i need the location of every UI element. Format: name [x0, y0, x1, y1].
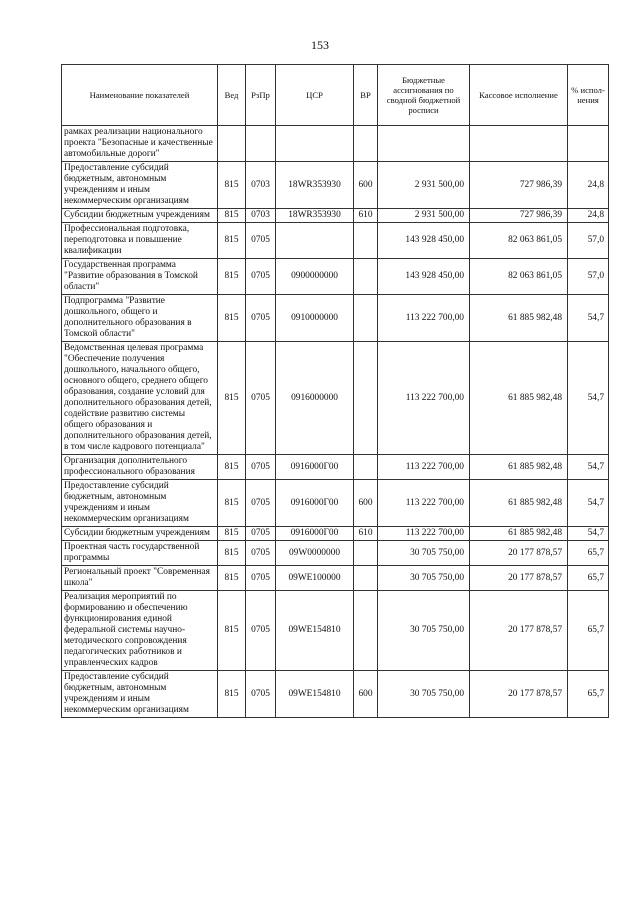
cell-vr — [354, 259, 378, 295]
cell-budget: 2 931 500,00 — [378, 162, 470, 209]
cell-pct: 54,7 — [568, 480, 609, 527]
cell-csr: 09WE154810 — [276, 671, 354, 718]
cell-vr: 600 — [354, 671, 378, 718]
cell-rzpr: 0703 — [246, 162, 276, 209]
cell-pct: 54,7 — [568, 455, 609, 480]
cell-vr — [354, 295, 378, 342]
cell-rzpr: 0703 — [246, 209, 276, 223]
cell-budget: 30 705 750,00 — [378, 566, 470, 591]
cell-vr — [354, 455, 378, 480]
table-row — [62, 209, 609, 223]
cell-vr — [354, 342, 378, 455]
header-csr: ЦСР — [276, 65, 354, 126]
header-ved: Вед — [218, 65, 246, 126]
cell-name: Предоставление субсидий бюджетным, автономным учреждениям и иным некоммерческим организациям — [62, 162, 218, 209]
cell-rzpr: 0705 — [246, 223, 276, 259]
cell-rzpr: 0705 — [246, 527, 276, 541]
cell-ved: 815 — [218, 541, 246, 566]
cell-vr: 610 — [354, 209, 378, 223]
cell-pct: 65,7 — [568, 671, 609, 718]
cell-cash: 61 885 982,48 — [470, 455, 568, 480]
cell-budget: 113 222 700,00 — [378, 295, 470, 342]
cell-name: Предоставление субсидий бюджетным, автономным учреждениям и иным некоммерческим организациям — [62, 480, 218, 527]
cell-cash — [470, 126, 568, 162]
table-header-row — [62, 65, 609, 126]
cell-rzpr: 0705 — [246, 259, 276, 295]
cell-ved: 815 — [218, 480, 246, 527]
cell-csr: 18WR353930 — [276, 162, 354, 209]
cell-rzpr: 0705 — [246, 295, 276, 342]
header-name: Наименование показателей — [62, 65, 218, 126]
cell-pct: 24,8 — [568, 209, 609, 223]
cell-ved: 815 — [218, 455, 246, 480]
cell-rzpr: 0705 — [246, 671, 276, 718]
cell-rzpr — [246, 126, 276, 162]
cell-cash: 727 986,39 — [470, 209, 568, 223]
cell-budget — [378, 126, 470, 162]
page-number: 153 — [311, 38, 329, 52]
cell-pct: 54,7 — [568, 527, 609, 541]
table-row — [62, 541, 609, 566]
cell-rzpr: 0705 — [246, 566, 276, 591]
table-row — [62, 480, 609, 527]
cell-budget: 2 931 500,00 — [378, 209, 470, 223]
cell-name: Реализация мероприятий по формированию и обеспечению функционирования единой федеральной системы научно-методического сопровождения педагогических работников и управленческих кадров — [62, 591, 218, 671]
cell-vr: 610 — [354, 527, 378, 541]
cell-csr — [276, 126, 354, 162]
table-row — [62, 295, 609, 342]
cell-budget: 113 222 700,00 — [378, 342, 470, 455]
table-body — [62, 126, 609, 718]
cell-pct: 54,7 — [568, 342, 609, 455]
cell-vr — [354, 566, 378, 591]
cell-name: Государственная программа "Развитие образования в Томской области" — [62, 259, 218, 295]
cell-ved: 815 — [218, 591, 246, 671]
table-row — [62, 342, 609, 455]
cell-name: Региональный проект "Современная школа" — [62, 566, 218, 591]
table-row — [62, 455, 609, 480]
cell-vr: 600 — [354, 162, 378, 209]
cell-ved: 815 — [218, 223, 246, 259]
cell-ved: 815 — [218, 162, 246, 209]
cell-pct: 57,0 — [568, 223, 609, 259]
cell-csr: 09WE100000 — [276, 566, 354, 591]
cell-rzpr: 0705 — [246, 480, 276, 527]
cell-budget: 143 928 450,00 — [378, 223, 470, 259]
cell-ved: 815 — [218, 566, 246, 591]
cell-csr: 0916000000 — [276, 342, 354, 455]
cell-name: Подпрограмма "Развитие дошкольного, общего и дополнительного образования в Томской области" — [62, 295, 218, 342]
cell-ved: 815 — [218, 342, 246, 455]
cell-ved: 815 — [218, 259, 246, 295]
cell-ved: 815 — [218, 209, 246, 223]
cell-pct: 65,7 — [568, 566, 609, 591]
header-pct: % испол-нения — [568, 65, 609, 126]
cell-csr: 0916000Г00 — [276, 527, 354, 541]
cell-pct: 54,7 — [568, 295, 609, 342]
cell-ved — [218, 126, 246, 162]
cell-cash: 61 885 982,48 — [470, 480, 568, 527]
table-row — [62, 591, 609, 671]
cell-cash: 61 885 982,48 — [470, 342, 568, 455]
cell-csr — [276, 223, 354, 259]
cell-vr — [354, 126, 378, 162]
cell-budget: 30 705 750,00 — [378, 591, 470, 671]
cell-vr — [354, 223, 378, 259]
cell-pct: 57,0 — [568, 259, 609, 295]
cell-cash: 727 986,39 — [470, 162, 568, 209]
table-row — [62, 566, 609, 591]
cell-budget: 113 222 700,00 — [378, 480, 470, 527]
cell-budget: 113 222 700,00 — [378, 455, 470, 480]
cell-csr: 09WE154810 — [276, 591, 354, 671]
cell-cash: 61 885 982,48 — [470, 527, 568, 541]
table-row — [62, 527, 609, 541]
cell-budget: 30 705 750,00 — [378, 671, 470, 718]
cell-csr: 0916000Г00 — [276, 480, 354, 527]
cell-ved: 815 — [218, 671, 246, 718]
header-budget: Бюджетные ассигнования по сводной бюджетной росписи — [378, 65, 470, 126]
cell-cash: 20 177 878,57 — [470, 566, 568, 591]
cell-pct: 24,8 — [568, 162, 609, 209]
cell-cash: 20 177 878,57 — [470, 541, 568, 566]
header-vr: ВР — [354, 65, 378, 126]
cell-pct: 65,7 — [568, 591, 609, 671]
cell-csr: 0910000000 — [276, 295, 354, 342]
cell-pct — [568, 126, 609, 162]
cell-name: Субсидии бюджетным учреждениям — [62, 209, 218, 223]
cell-budget: 30 705 750,00 — [378, 541, 470, 566]
table-row — [62, 671, 609, 718]
table-row — [62, 259, 609, 295]
table-row — [62, 126, 609, 162]
header-rzpr: РзПр — [246, 65, 276, 126]
cell-name: Проектная часть государственной программы — [62, 541, 218, 566]
cell-csr: 0916000Г00 — [276, 455, 354, 480]
cell-name: Субсидии бюджетным учреждениям — [62, 527, 218, 541]
cell-vr — [354, 541, 378, 566]
table-row — [62, 162, 609, 209]
cell-rzpr: 0705 — [246, 342, 276, 455]
cell-name: Ведомственная целевая программа "Обеспечение получения дошкольного, начального общего, основного общего, среднего общего образования, создание условий для дополнительного образования детей, содействие развитию системы общего образования и дополнительного образования детей, в том числе кадрового потенциала" — [62, 342, 218, 455]
cell-rzpr: 0705 — [246, 455, 276, 480]
table-row — [62, 223, 609, 259]
cell-name: Профессиональная подготовка, переподготовка и повышение квалификации — [62, 223, 218, 259]
cell-pct: 65,7 — [568, 541, 609, 566]
cell-name: Организация дополнительного профессионального образования — [62, 455, 218, 480]
cell-cash: 82 063 861,05 — [470, 223, 568, 259]
cell-budget: 143 928 450,00 — [378, 259, 470, 295]
cell-cash: 20 177 878,57 — [470, 591, 568, 671]
cell-csr: 09W0000000 — [276, 541, 354, 566]
cell-ved: 815 — [218, 295, 246, 342]
cell-name: Предоставление субсидий бюджетным, автономным учреждениям и иным некоммерческим организациям — [62, 671, 218, 718]
cell-ved: 815 — [218, 527, 246, 541]
cell-name: рамках реализации национального проекта "Безопасные и качественные автомобильные дороги" — [62, 126, 218, 162]
header-cash: Кассовое исполнение — [470, 65, 568, 126]
budget-table — [61, 64, 609, 718]
cell-cash: 20 177 878,57 — [470, 671, 568, 718]
cell-rzpr: 0705 — [246, 591, 276, 671]
cell-cash: 61 885 982,48 — [470, 295, 568, 342]
cell-cash: 82 063 861,05 — [470, 259, 568, 295]
cell-vr — [354, 591, 378, 671]
cell-budget: 113 222 700,00 — [378, 527, 470, 541]
cell-rzpr: 0705 — [246, 541, 276, 566]
cell-csr: 18WR353930 — [276, 209, 354, 223]
cell-vr: 600 — [354, 480, 378, 527]
cell-csr: 0900000000 — [276, 259, 354, 295]
